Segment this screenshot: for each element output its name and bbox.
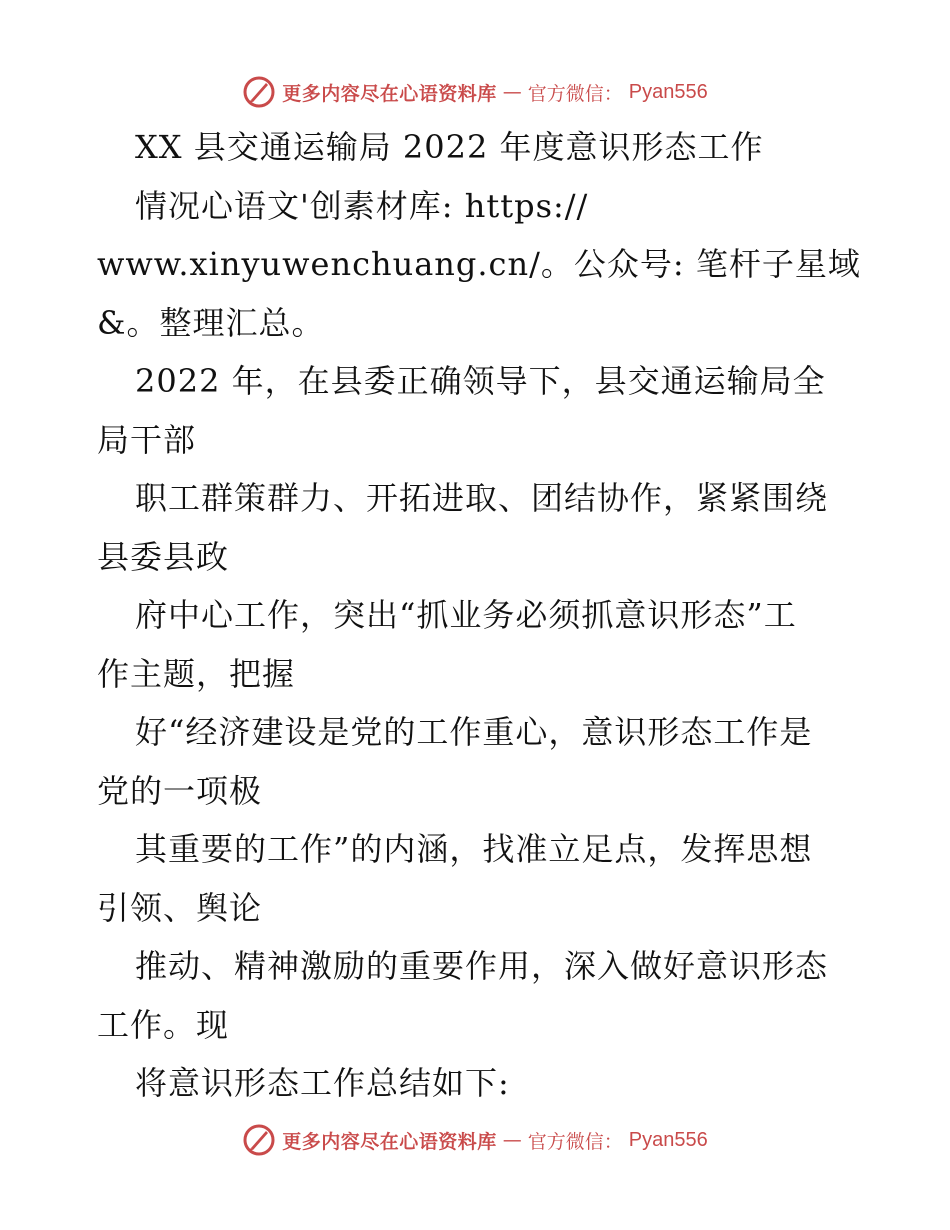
text-line: 职工群策群力、开拓进取、团结协作，紧紧围绕 xyxy=(135,479,829,517)
quill-logo-icon xyxy=(242,1123,276,1157)
watermark-sub-text: 官方微信： xyxy=(527,1130,623,1153)
text-line: 工作。现 xyxy=(97,1005,230,1044)
text-line: 情况心语文'创素材库: https:// xyxy=(135,186,589,225)
watermark-wechat-id: Pyan556 xyxy=(628,1128,708,1151)
text-line: 县委县政 xyxy=(97,537,230,576)
footer-watermark xyxy=(0,1120,950,1160)
text-line: 府中心工作，突出“抓业务必须抓意识形态”工 xyxy=(135,596,797,634)
text-line: 推动、精神激励的重要作用，深入做好意识形态 xyxy=(135,947,829,985)
text-line: 引领、舆论 xyxy=(97,888,263,927)
text-line: 局干部 xyxy=(97,420,197,459)
text-line: 作主题，把握 xyxy=(97,654,296,693)
text-line: 好“经济建设是党的工作重心，意识形态工作是 xyxy=(135,713,813,751)
text-line: 2022 年，在县委正确领导下，县交通运输局全 xyxy=(135,362,826,400)
header-watermark xyxy=(0,72,950,112)
text-line: XX 县交通运输局 2022 年度意识形态工作 xyxy=(135,128,764,166)
watermark-main-text: 更多内容尽在心语资料库 xyxy=(282,1130,497,1153)
text-line: www.xinyuwenchuang.cn/。公众号: 笔杆子星域 xyxy=(97,245,861,283)
watermark-main-text: 更多内容尽在心语资料库 xyxy=(282,82,497,105)
text-line: 将意识形态工作总结如下: xyxy=(135,1064,510,1102)
text-line: &。整理汇总。 xyxy=(97,303,325,342)
text-line: 党的一项极 xyxy=(97,771,263,810)
watermark-wechat-id: Pyan556 xyxy=(628,80,708,103)
quill-logo-icon xyxy=(242,75,276,109)
text-line: 其重要的工作”的内涵，找准立足点，发挥思想 xyxy=(135,830,813,868)
watermark-sub-text: 官方微信： xyxy=(527,82,623,105)
document-body xyxy=(97,118,861,1113)
watermark-dash: — xyxy=(502,81,522,103)
watermark-dash: — xyxy=(502,1129,522,1151)
